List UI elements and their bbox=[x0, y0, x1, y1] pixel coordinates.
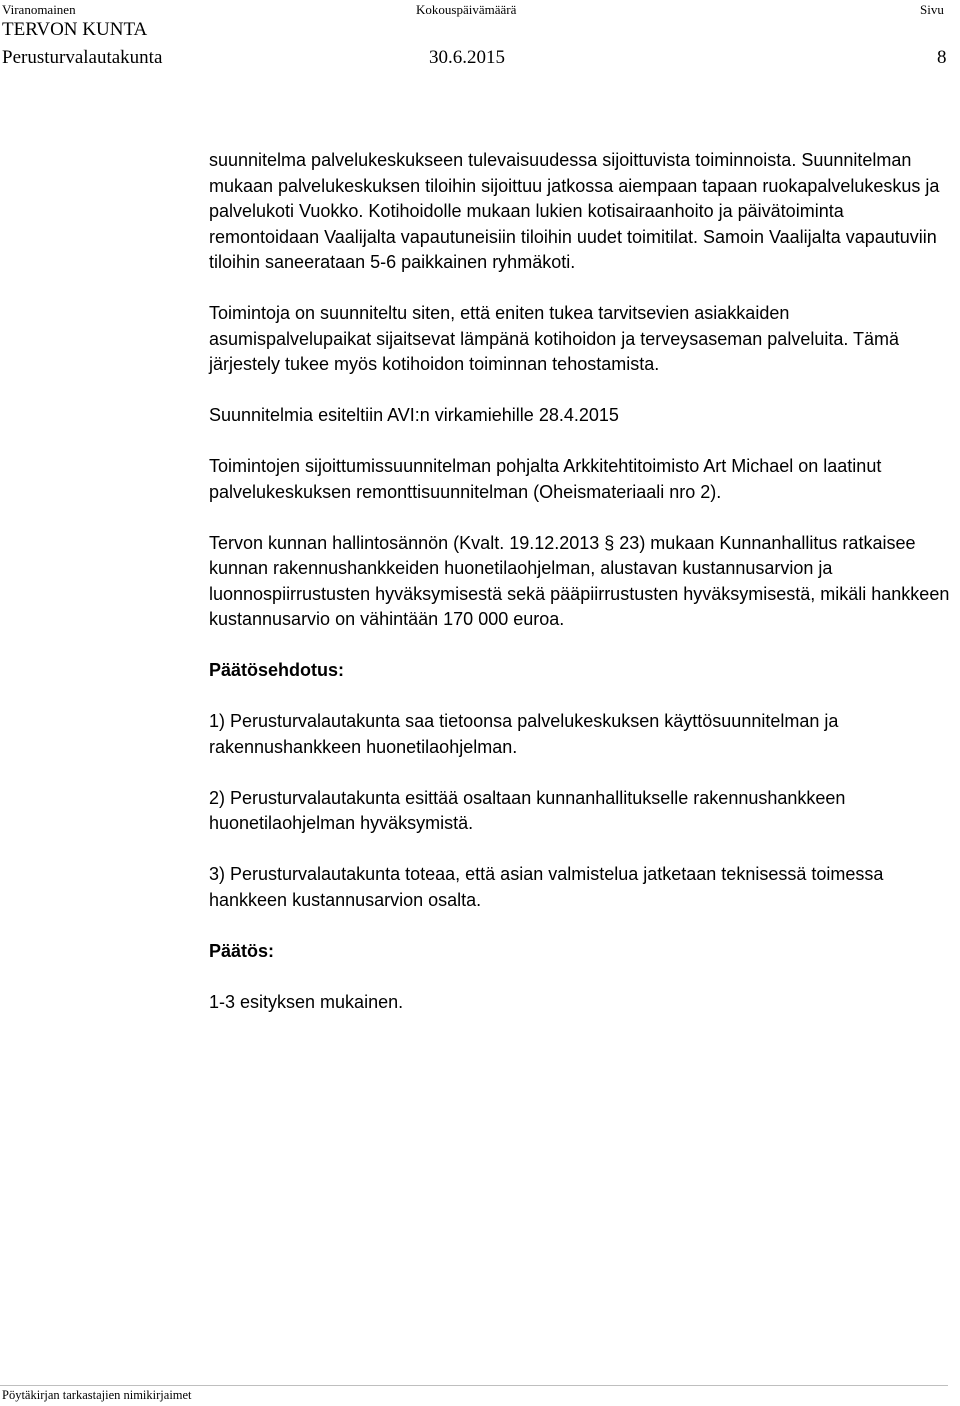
decision-heading: Päätös: bbox=[209, 940, 275, 961]
document-body bbox=[209, 148, 954, 1015]
proposal-item-1: 1) Perusturvalautakunta saa tietoonsa palvelukeskuksen käyttösuunnitelman ja rakennushankkeen huonetilaohjelman. bbox=[209, 711, 839, 757]
proposal-heading: Päätösehdotus: bbox=[209, 660, 345, 680]
footer-signatures-label: Pöytäkirjan tarkastajien nimikirjaimet bbox=[2, 1388, 192, 1402]
municipality-name: TERVON KUNTA bbox=[2, 19, 148, 40]
proposal-item-3: 3) Perusturvalautakunta toteaa, että asian valmistelua jatketaan teknisessä toimessa hankkeen kustannusarvion osalta. bbox=[209, 864, 884, 910]
paragraph-administrative-rule: Tervon kunnan hallintosännön (Kvalt. 19.12.2013 § 23) mukaan Kunnanhallitus ratkaisee kunnan rakennushankkeiden huonetilaohjelman, alustavan kustannusarvion ja luonnospiirrustusten hyväksymisestä sekä pääpiirrustusten hyväksymisestä, mikäli hankkeen kustannusarvio on vähintään 170 000 euroa. bbox=[209, 532, 950, 629]
header-label-meeting-date: Kokouspäivämäärä bbox=[416, 2, 517, 17]
paragraph-avi-presentation: Suunnitelmia esiteltiin AVI:n virkamiehille 28.4.2015 bbox=[209, 405, 619, 425]
proposal-item-2: 2) Perusturvalautakunta esittää osaltaan kunnanhallitukselle rakennushankkeen huonetilaohjelman hyväksymistä. bbox=[209, 787, 846, 833]
paragraph-operations: Toimintoja on suunniteltu siten, että eniten tukea tarvitsevien asiakkaiden asumispalvelupaikat sijaitsevat lämpänä kotihoidon ja terveysaseman palveluita. Tämä järjestely tukee myös kotihoidon toiminnan tehostamista. bbox=[209, 303, 900, 374]
board-name: Perusturvalautakunta bbox=[2, 47, 163, 68]
header-label-official: Viranomainen bbox=[2, 2, 76, 17]
page-number: 8 bbox=[937, 47, 947, 68]
decision-text: 1-3 esityksen mukainen. bbox=[209, 991, 404, 1012]
header-label-page: Sivu bbox=[920, 2, 944, 17]
meeting-date: 30.6.2015 bbox=[429, 47, 505, 68]
paragraph-plan-summary: suunnitelma palvelukeskukseen tulevaisuudessa sijoittuvista toiminnoista. Suunnitelman mukaan palvelukeskuksen tiloihin sijoittuu jatkossa aiempaan tapaan ruokapalvelukeskus ja palvelukoti Vuokko. Kotihoidolle mukaan lukien kotisairaanhoito ja päivätoiminta remontoidaan Vaalijalta vapautuneisiin tiloihin uudet toimitilat. Samoin Vaalijalta vapautuviin tiloihin saneerataan 5-6 paikkainen ryhmäkoti. bbox=[209, 150, 940, 272]
paragraph-architect-plan: Toimintojen sijoittumissuunnitelman pohjalta Arkkitehtitoimisto Art Michael on laatinut palvelukeskuksen remonttisuunnitelman (Oheismateriaali nro 2). bbox=[209, 456, 882, 502]
footer-divider bbox=[0, 1385, 948, 1386]
